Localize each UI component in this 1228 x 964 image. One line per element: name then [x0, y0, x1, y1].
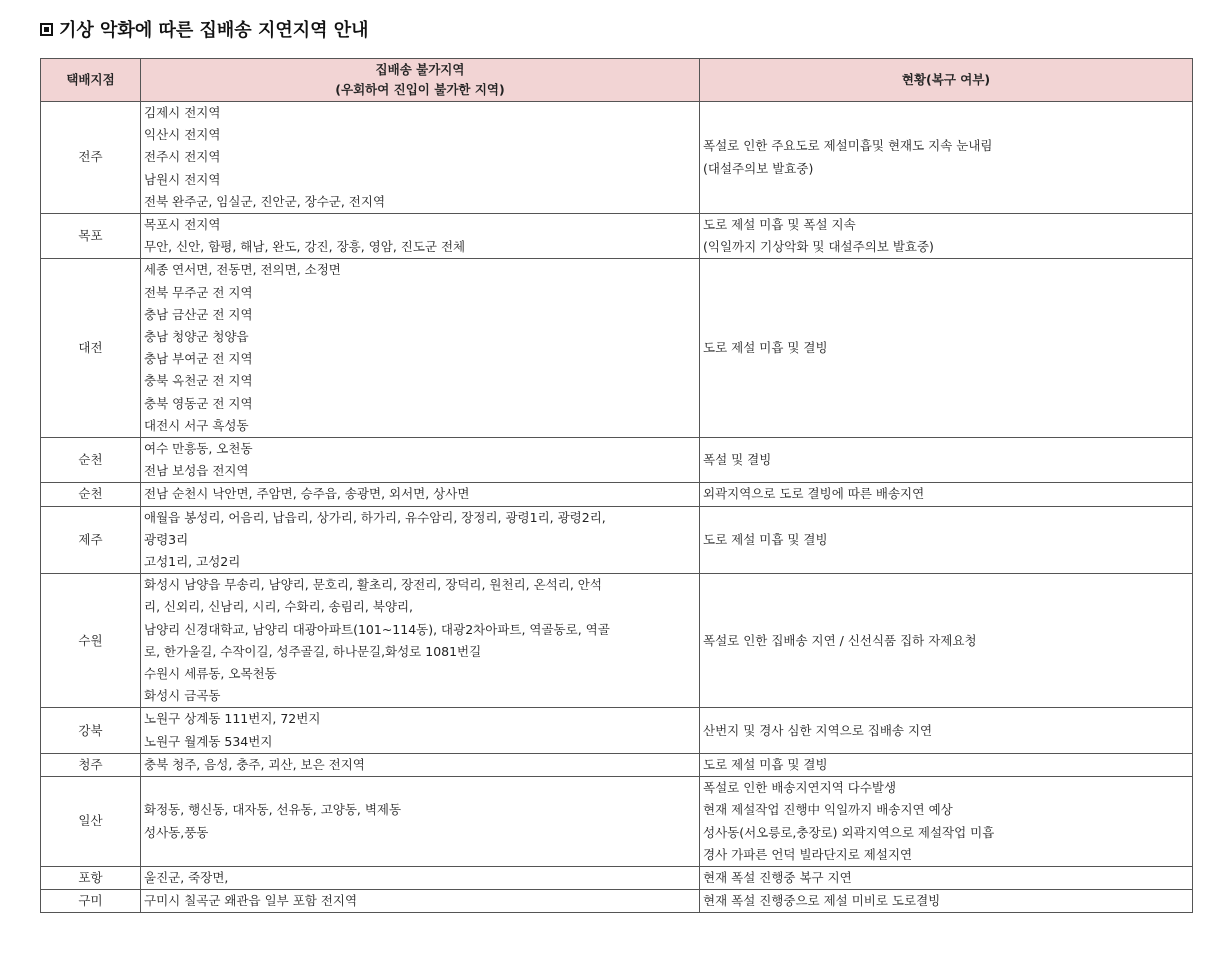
area-line: 충남 부여군 전 지역	[144, 351, 253, 367]
status-cell	[700, 259, 1193, 438]
areas-cell	[141, 506, 700, 574]
status-line: 성사동(서오릉로,충장로) 외곽지역으로 제설작업 미흡	[703, 824, 995, 840]
area-line: 구미시 칠곡군 왜관읍 일부 포함 전지역	[144, 893, 358, 909]
status-cell	[700, 753, 1193, 776]
status-cell	[700, 866, 1193, 889]
area-line: 전주시 전지역	[144, 149, 221, 165]
areas-cell	[141, 438, 700, 483]
status-cell	[700, 777, 1193, 867]
table-row	[41, 214, 1193, 259]
area-line: 고성1리, 고성2리	[144, 554, 241, 570]
table-body	[41, 102, 1193, 913]
region-cell: 목포	[41, 214, 141, 259]
status-cell	[700, 890, 1193, 913]
areas-cell	[141, 483, 700, 506]
area-line: 광령3리	[144, 531, 189, 547]
region-cell: 수원	[41, 574, 141, 708]
area-line: 세종 연서면, 전동면, 전의면, 소정면	[144, 262, 341, 278]
status-line: 도로 제설 미흡 및 결빙	[703, 340, 828, 356]
area-line: 노원구 상계동 111번지, 72번지	[144, 711, 321, 727]
area-line: 김제시 전지역	[144, 105, 221, 120]
region-cell: 순천	[41, 483, 141, 506]
table-row	[41, 753, 1193, 776]
table-row	[41, 890, 1193, 913]
status-line: 도로 제설 미흡 및 폭설 지속	[703, 217, 856, 233]
area-line: 충북 옥천군 전 지역	[144, 373, 253, 389]
areas-cell	[141, 259, 700, 438]
area-line: 화성시 남양읍 무송리, 남양리, 문호리, 활초리, 장전리, 장덕리, 원천리, 온석리, 안석	[144, 577, 602, 593]
areas-cell	[141, 214, 700, 259]
status-line: (익일까지 기상악화 및 대설주의보 발효중)	[703, 239, 934, 255]
region-cell: 구미	[41, 890, 141, 913]
status-cell	[700, 438, 1193, 483]
areas-cell	[141, 777, 700, 867]
area-line: 애월읍 봉성리, 어음리, 납읍리, 상가리, 하가리, 유수암리, 장정리, 광령1리, 광령2리,	[144, 509, 606, 525]
status-cell	[700, 708, 1193, 753]
delay-areas-table	[40, 58, 1193, 913]
table-row	[41, 438, 1193, 483]
header-areas-line2: (우회하여 진입이 불가한 지역)	[335, 82, 505, 97]
header-region: 택배지점	[41, 59, 141, 102]
area-line: 남양리 신경대학교, 남양리 대광아파트(101~114동), 대광2차아파트, 역골동로, 역골	[144, 621, 610, 637]
area-line: 성사동,풍동	[144, 824, 209, 840]
areas-cell	[141, 866, 700, 889]
status-cell	[700, 574, 1193, 708]
status-line: 도로 제설 미흡 및 결빙	[703, 531, 828, 547]
region-cell: 포항	[41, 866, 141, 889]
status-line: 도로 제설 미흡 및 결빙	[703, 756, 828, 772]
area-line: 대전시 서구 흑성동	[144, 417, 249, 433]
status-line: 현재 폭설 진행중 복구 지연	[703, 869, 852, 885]
region-cell: 제주	[41, 506, 141, 574]
status-line: 폭설로 인한 주요도로 제설미흡및 현재도 지속 눈내림	[703, 138, 993, 154]
area-line: 전남 보성읍 전지역	[144, 463, 249, 479]
area-line: 무안, 신안, 함평, 해남, 완도, 강진, 장흥, 영암, 진도군 전체	[144, 239, 466, 255]
area-line: 노원구 월계동 534번지	[144, 733, 273, 749]
area-line: 전북 무주군 전 지역	[144, 284, 253, 300]
table-row	[41, 483, 1193, 506]
header-areas-line1: 집배송 불가지역	[375, 62, 465, 77]
header-areas	[141, 59, 700, 102]
region-cell: 청주	[41, 753, 141, 776]
region-cell: 일산	[41, 777, 141, 867]
area-line: 충북 영동군 전 지역	[144, 395, 253, 411]
status-line: (대설주의보 발효중)	[703, 160, 814, 176]
table-row	[41, 259, 1193, 438]
areas-cell	[141, 102, 700, 214]
area-line: 리, 신외리, 신남리, 시리, 수화리, 송림리, 북양리,	[144, 599, 414, 615]
region-cell: 강북	[41, 708, 141, 753]
area-line: 충남 금산군 전 지역	[144, 306, 253, 322]
area-line: 로, 한가울길, 수작이길, 성주골길, 하나문길,화성로 1081번길	[144, 643, 482, 659]
status-line: 외곽지역으로 도로 결빙에 따른 배송지연	[703, 486, 925, 502]
region-cell: 순천	[41, 438, 141, 483]
areas-cell	[141, 753, 700, 776]
region-cell: 전주	[41, 102, 141, 214]
areas-cell	[141, 890, 700, 913]
table-row	[41, 777, 1193, 867]
table-row	[41, 866, 1193, 889]
area-line: 전북 완주군, 임실군, 진안군, 장수군, 전지역	[144, 193, 386, 209]
status-cell	[700, 214, 1193, 259]
page-title-text: 기상 악화에 따른 집배송 지연지역 안내	[59, 20, 369, 41]
table-row	[41, 506, 1193, 574]
region-cell: 대전	[41, 259, 141, 438]
header-status: 현황(복구 여부)	[700, 59, 1193, 102]
status-line: 폭설로 인한 집배송 지연 / 신선식품 집하 자제요청	[703, 632, 977, 648]
areas-cell	[141, 574, 700, 708]
area-line: 수원시 세류동, 오목천동	[144, 666, 277, 682]
area-line: 화정동, 행신동, 대자동, 선유동, 고양동, 벽제동	[144, 802, 402, 818]
table-row	[41, 574, 1193, 708]
area-line: 익산시 전지역	[144, 127, 221, 143]
status-line: 현재 폭설 진행중으로 제설 미비로 도로결빙	[703, 893, 941, 909]
table-row	[41, 708, 1193, 753]
status-cell	[700, 483, 1193, 506]
status-cell	[700, 506, 1193, 574]
status-line: 폭설 및 결빙	[703, 452, 772, 468]
status-line: 현재 제설작업 진행中 익일까지 배송지연 예상	[703, 802, 953, 818]
area-line: 충북 청주, 음성, 충주, 괴산, 보은 전지역	[144, 756, 365, 772]
area-line: 목포시 전지역	[144, 217, 221, 233]
area-line: 남원시 전지역	[144, 171, 221, 187]
area-line: 울진군, 죽장면,	[144, 869, 229, 885]
status-line: 폭설로 인한 배송지연지역 다수발생	[703, 780, 897, 796]
table-row	[41, 102, 1193, 214]
areas-cell	[141, 708, 700, 753]
page-title	[40, 16, 369, 42]
status-line: 경사 가파른 언덕 빌라단지로 제설지연	[703, 846, 913, 862]
area-line: 전남 순천시 낙안면, 주암면, 승주읍, 송광면, 외서면, 상사면	[144, 486, 470, 502]
table-header-row	[41, 59, 1193, 102]
status-cell	[700, 102, 1193, 214]
area-line: 충남 청양군 청양읍	[144, 329, 249, 345]
square-bullet-icon	[40, 23, 53, 36]
status-line: 산번지 및 경사 심한 지역으로 집배송 지연	[703, 722, 933, 738]
area-line: 여수 만흥동, 오천동	[144, 441, 253, 457]
area-line: 화성시 금곡동	[144, 688, 221, 704]
